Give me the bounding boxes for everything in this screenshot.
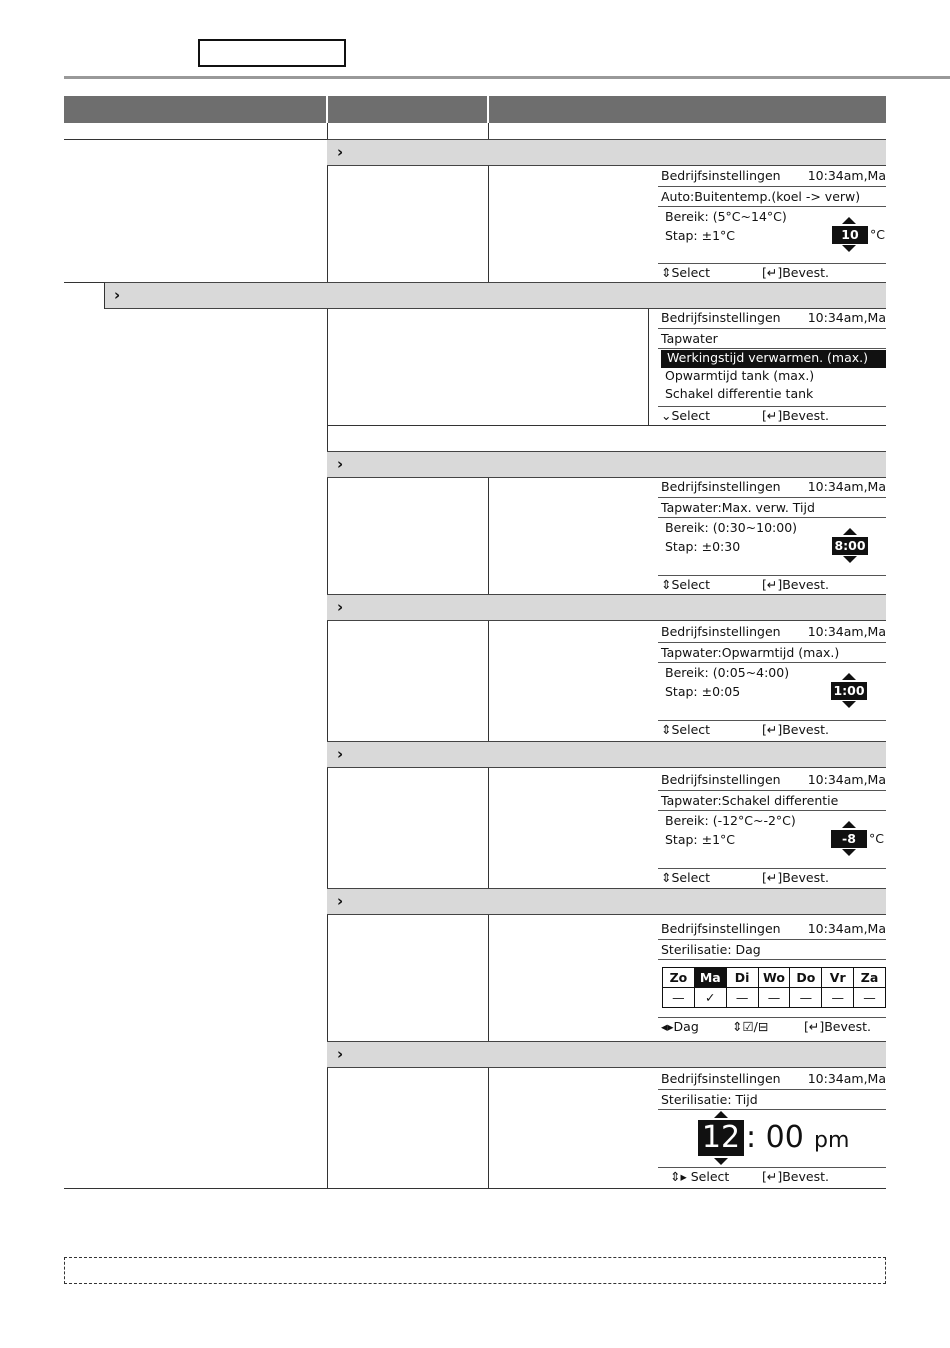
- menu-item-selected[interactable]: Werkingstijd verwarmen. (max.): [661, 350, 886, 368]
- down-arrow-icon: [843, 556, 857, 563]
- value-display: 10: [832, 226, 868, 244]
- note-box: [64, 1257, 886, 1284]
- hour-display: 12: [698, 1120, 744, 1156]
- chevron-right-icon: ›: [337, 892, 344, 910]
- lcd-header: [658, 310, 886, 329]
- column-line: [488, 915, 489, 1041]
- chevron-right-icon: ›: [337, 1045, 344, 1063]
- up-arrow-icon: [842, 217, 856, 224]
- lcd-footer: [658, 406, 886, 424]
- value-display: 1:00: [831, 682, 867, 700]
- section-row: [327, 1041, 886, 1068]
- lcd-panel-max-heat-time: [658, 479, 886, 593]
- table-bottom-rule: [64, 1188, 886, 1189]
- lcd-subtitle: Tapwater: [658, 329, 886, 349]
- down-arrow-icon: [842, 245, 856, 252]
- day-cell[interactable]: Wo: [758, 968, 790, 988]
- menu-item[interactable]: Opwarmtijd tank (max.): [665, 368, 815, 383]
- column-line: [648, 309, 649, 426]
- confirm-hint: [↵]Bevest.: [762, 1169, 829, 1184]
- lcd-subtitle: Tapwater:Max. verw. Tijd: [658, 498, 886, 518]
- day-cell[interactable]: Di: [726, 968, 758, 988]
- confirm-hint: [↵]Bevest.: [762, 870, 829, 885]
- lcd-footer: [658, 263, 886, 281]
- top-divider: [64, 76, 950, 79]
- lcd-time: 10:34am,Ma: [807, 624, 886, 639]
- section-row: [104, 282, 886, 309]
- lcd-subtitle: Tapwater:Opwarmtijd (max.): [658, 643, 886, 663]
- lcd-panel-sterilisation-day: [658, 921, 886, 1037]
- day-mark[interactable]: —: [854, 988, 886, 1008]
- lcd-step: Stap: ±0:05: [665, 684, 741, 699]
- value-unit: °C: [870, 227, 885, 242]
- select-hint: ⇕Select: [661, 577, 711, 592]
- lcd-step: Stap: ±1°C: [665, 832, 736, 847]
- day-cell[interactable]: Za: [854, 968, 886, 988]
- column-line: [104, 282, 105, 309]
- lcd-header: [658, 168, 886, 187]
- column-line: [488, 1068, 489, 1189]
- day-cell[interactable]: Zo: [663, 968, 695, 988]
- menu-item[interactable]: Schakel differentie tank: [665, 386, 814, 401]
- lcd-footer: [658, 1017, 886, 1035]
- up-arrow-icon: [842, 821, 856, 828]
- lcd-range: Bereik: (0:30~10:00): [665, 520, 798, 535]
- value-display: -8: [831, 830, 867, 848]
- chevron-right-icon: ›: [337, 455, 344, 473]
- day-selector: [662, 967, 886, 1008]
- lcd-panel-sterilisation-time: [658, 1071, 886, 1187]
- row-divider: [327, 425, 886, 426]
- header-separator: [487, 96, 489, 123]
- day-cell-selected[interactable]: Ma: [694, 968, 726, 988]
- confirm-hint: [↵]Bevest.: [762, 577, 829, 592]
- lcd-header: [658, 1071, 886, 1090]
- chapter-label-box: [198, 39, 346, 67]
- up-arrow-icon: [842, 673, 856, 680]
- lcd-title: Bedrijfsinstellingen: [661, 624, 781, 639]
- day-mark[interactable]: —: [822, 988, 854, 1008]
- day-mark[interactable]: —: [758, 988, 790, 1008]
- select-hint: ⌄Select: [661, 408, 711, 423]
- down-arrow-icon: [842, 701, 856, 708]
- section-row: [327, 888, 886, 915]
- select-hint: ⇕Select: [661, 870, 711, 885]
- up-arrow-icon: [843, 528, 857, 535]
- lcd-subtitle: Tapwater:Schakel differentie: [658, 791, 886, 811]
- lcd-title: Bedrijfsinstellingen: [661, 310, 781, 325]
- day-hint: ◂▸Dag: [661, 1019, 699, 1034]
- confirm-hint: [↵]Bevest.: [762, 408, 829, 423]
- column-line: [488, 768, 489, 888]
- lcd-range: Bereik: (5°C~14°C): [665, 209, 787, 224]
- chevron-right-icon: ›: [114, 286, 121, 304]
- section-row: [327, 741, 886, 768]
- section-row: [327, 451, 886, 478]
- day-cell[interactable]: Do: [790, 968, 822, 988]
- lcd-time: 10:34am,Ma: [807, 168, 886, 183]
- chevron-right-icon: ›: [337, 143, 344, 161]
- chevron-right-icon: ›: [337, 598, 344, 616]
- select-hint: ⇕Select: [661, 722, 711, 737]
- day-mark[interactable]: —: [790, 988, 822, 1008]
- lcd-subtitle: Sterilisatie: Dag: [658, 940, 886, 960]
- confirm-hint: [↵]Bevest.: [762, 265, 829, 280]
- select-hint: ⇕Select: [661, 265, 711, 280]
- day-mark[interactable]: —: [663, 988, 695, 1008]
- minutes-display: : 00: [746, 1120, 804, 1155]
- lcd-time: 10:34am,Ma: [807, 772, 886, 787]
- lcd-subtitle: Sterilisatie: Tijd: [658, 1090, 886, 1110]
- lcd-step: Stap: ±0:30: [665, 539, 741, 554]
- lcd-range: Bereik: (0:05~4:00): [665, 665, 790, 680]
- lcd-footer: [658, 1167, 886, 1185]
- select-hint: ⇕▸ Select: [670, 1169, 730, 1184]
- ampm-display: pm: [814, 1128, 850, 1153]
- column-line: [488, 123, 489, 139]
- section-row: [327, 594, 886, 621]
- toggle-hint: ⇕☑/⊟: [732, 1019, 769, 1034]
- lcd-title: Bedrijfsinstellingen: [661, 479, 781, 494]
- lcd-title: Bedrijfsinstellingen: [661, 1071, 781, 1086]
- lcd-panel-tapwater-menu: [658, 310, 886, 424]
- lcd-time: 10:34am,Ma: [807, 921, 886, 936]
- lcd-header: [658, 772, 886, 791]
- lcd-footer: [658, 720, 886, 738]
- table-header: [64, 96, 886, 123]
- up-arrow-icon: [714, 1111, 728, 1118]
- day-cell[interactable]: Vr: [822, 968, 854, 988]
- lcd-time: 10:34am,Ma: [807, 310, 886, 325]
- chevron-right-icon: ›: [337, 745, 344, 763]
- section-row: [327, 139, 886, 166]
- lcd-panel-outdoor-temp: [658, 168, 886, 282]
- lcd-title: Bedrijfsinstellingen: [661, 168, 781, 183]
- value-unit: °C: [869, 831, 884, 846]
- down-arrow-icon: [714, 1158, 728, 1165]
- value-display: 8:00: [832, 537, 868, 555]
- day-check-icon[interactable]: ✓: [694, 988, 726, 1008]
- lcd-panel-switch-differential: [658, 772, 886, 886]
- lcd-subtitle: Auto:Buitentemp.(koel -> verw): [658, 187, 886, 207]
- down-arrow-icon: [842, 849, 856, 856]
- confirm-hint: [↵]Bevest.: [804, 1019, 871, 1034]
- column-line: [488, 478, 489, 594]
- lcd-panel-tank-heat-time: [658, 624, 886, 738]
- lcd-footer: [658, 575, 886, 593]
- row-divider: [64, 282, 104, 283]
- day-mark[interactable]: —: [726, 988, 758, 1008]
- lcd-time: 10:34am,Ma: [807, 479, 886, 494]
- lcd-step: Stap: ±1°C: [665, 228, 736, 243]
- lcd-header: [658, 921, 886, 940]
- lcd-header: [658, 624, 886, 643]
- column-line: [488, 166, 489, 283]
- lcd-footer: [658, 868, 886, 886]
- lcd-time: 10:34am,Ma: [807, 1071, 886, 1086]
- lcd-header: [658, 479, 886, 498]
- lcd-title: Bedrijfsinstellingen: [661, 772, 781, 787]
- header-separator: [326, 96, 328, 123]
- confirm-hint: [↵]Bevest.: [762, 722, 829, 737]
- lcd-title: Bedrijfsinstellingen: [661, 921, 781, 936]
- lcd-range: Bereik: (-12°C~-2°C): [665, 813, 796, 828]
- column-line: [488, 621, 489, 741]
